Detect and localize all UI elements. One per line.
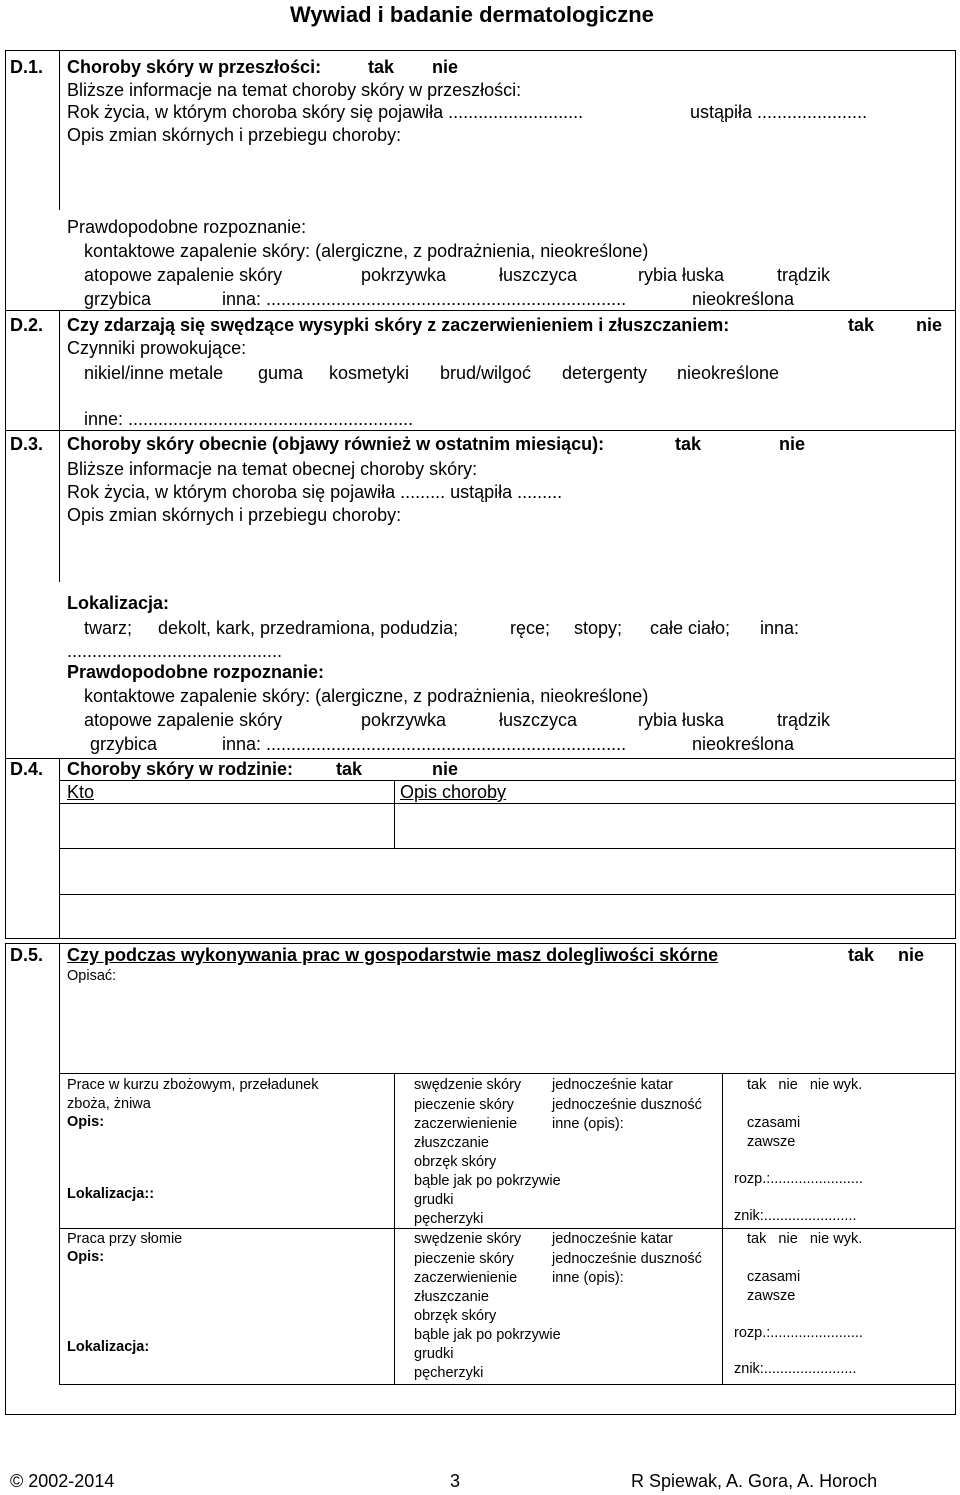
d3-location-label: Lokalizacja:: [67, 593, 170, 613]
d1-question: Choroby skóry w przeszłości:: [67, 57, 322, 77]
d1-mycosis-option[interactable]: grzybica: [84, 289, 152, 309]
work-row1-symptom[interactable]: pęcherzyki: [414, 1211, 484, 1227]
work-row2-sometimes[interactable]: czasami: [747, 1269, 801, 1285]
work-table-col-2: [722, 1073, 723, 1384]
footer-copyright: © 2002-2014: [10, 1471, 115, 1491]
work-row1-also[interactable]: jednocześnie katar: [552, 1077, 673, 1093]
d1-number: D.1.: [10, 57, 44, 77]
frame-top: [5, 50, 956, 51]
work-row2-title: Praca przy słomie: [67, 1231, 183, 1247]
footer-page-number: 3: [450, 1471, 461, 1491]
d3-neck-option[interactable]: dekolt, kark, przedramiona, podudzia;: [158, 618, 459, 638]
work-row1-also[interactable]: inne (opis):: [552, 1116, 624, 1132]
num-col-divider: [59, 50, 60, 210]
d1-details: Bliższe informacje na temat choroby skóry w przeszłości:: [67, 80, 522, 100]
page-title: Wywiad i badanie dermatologiczne: [290, 2, 654, 27]
work-row2-always[interactable]: zawsze: [747, 1288, 796, 1304]
work-row1-start[interactable]: rozp.:.......................: [734, 1171, 863, 1187]
d3-face-option[interactable]: twarz;: [84, 618, 133, 638]
d1-yes-option[interactable]: tak: [368, 57, 395, 77]
work-row1-answers[interactable]: tak nie nie wyk.: [747, 1077, 863, 1093]
d1-contact-option[interactable]: kontaktowe zapalenie skóry: (alergiczne, z podrażnienia, nieokreślone): [84, 241, 649, 261]
work-row2-symptom[interactable]: pęcherzyki: [414, 1365, 484, 1381]
d3-psoriasis-option[interactable]: łuszczyca: [499, 710, 578, 730]
frame-right: [955, 50, 956, 939]
d3-description-label: Opis zmian skórnych i przebiegu choroby:: [67, 505, 402, 525]
work-row2-location: Lokalizacja:: [67, 1339, 150, 1355]
d3-body-option[interactable]: całe ciało;: [650, 618, 731, 638]
d3-diagnosis-label: Prawdopodobne rozpoznanie:: [67, 662, 324, 682]
d3-hands-option[interactable]: ręce;: [510, 618, 551, 638]
d5-frame-left: [5, 943, 6, 1415]
work-table-col-1: [394, 1073, 395, 1384]
work-row1-title: Prace w kurzu zbożowym, przeładunek: [67, 1077, 319, 1093]
family-who-cell[interactable]: [62, 806, 392, 846]
frame-bottom: [5, 938, 956, 939]
work-row2-also[interactable]: jednocześnie duszność: [552, 1251, 702, 1267]
work-row2-also[interactable]: inne (opis):: [552, 1270, 624, 1286]
d4-number: D.4.: [10, 759, 44, 779]
num-col-divider-5: [59, 943, 60, 1073]
d5-describe-label: Opisać:: [67, 968, 117, 984]
work-row2-also[interactable]: jednocześnie katar: [552, 1231, 673, 1247]
d5-number: D.5.: [10, 945, 44, 965]
d2-no-option[interactable]: nie: [916, 315, 943, 335]
d1-unspecified-option[interactable]: nieokreślona: [692, 289, 795, 309]
d1-atopic-option[interactable]: atopowe zapalenie skóry: [84, 265, 283, 285]
d5-frame-right: [955, 943, 956, 1415]
work-row2-symptom[interactable]: grudki: [414, 1346, 454, 1362]
family-table-row-2: [59, 894, 955, 895]
d1-no-option[interactable]: nie: [432, 57, 459, 77]
d4-no-option[interactable]: nie: [432, 759, 459, 779]
family-table-col-divider: [394, 780, 395, 848]
d1-year-field[interactable]: Rok życia, w którym choroba skóry się pojawiła ...........................: [67, 102, 584, 122]
work-row2-symptom[interactable]: bąble jak po pokrzywie: [414, 1327, 561, 1343]
d2-factors-label: Czynniki prowokujące:: [67, 338, 247, 358]
d2-yes-option[interactable]: tak: [848, 315, 875, 335]
d3-location-dots[interactable]: ...........................................: [67, 641, 283, 661]
family-col-who: Kto: [67, 782, 95, 802]
d2-nickel-option[interactable]: nikiel/inne metale: [84, 363, 224, 383]
d1-resolved-field[interactable]: ustąpiła ......................: [690, 102, 868, 122]
d3-no-option[interactable]: nie: [779, 434, 806, 454]
family-col-description: Opis choroby: [400, 782, 507, 802]
d3-unspecified-option[interactable]: nieokreślona: [692, 734, 795, 754]
work-table-mid: [59, 1228, 955, 1229]
work-row2-symptom[interactable]: pieczenie skóry: [414, 1251, 514, 1267]
work-row1-location: Lokalizacja::: [67, 1186, 155, 1202]
work-row1-also[interactable]: jednocześnie duszność: [552, 1097, 702, 1113]
work-row2-start[interactable]: rozp.:.......................: [734, 1325, 863, 1341]
family-table-header-bottom: [59, 803, 955, 804]
d3-contact-option[interactable]: kontaktowe zapalenie skóry: (alergiczne, z podrażnienia, nieokreślone): [84, 686, 649, 706]
work-row1-symptom[interactable]: bąble jak po pokrzywie: [414, 1173, 561, 1189]
work-row1-symptom[interactable]: obrzęk skóry: [414, 1154, 497, 1170]
d2-dirt-option[interactable]: brud/wilgoć: [440, 363, 532, 383]
work-row1-symptom[interactable]: złuszczanie: [414, 1135, 489, 1151]
d3-acne-option[interactable]: trądzik: [777, 710, 831, 730]
num-col-divider-2: [59, 310, 60, 430]
work-table-bottom: [59, 1384, 955, 1385]
d3-separator: [5, 430, 956, 431]
footer-authors: R Spiewak, A. Gora, A. Horoch: [631, 1471, 878, 1491]
d2-detergents-option[interactable]: detergenty: [562, 363, 648, 383]
d1-ichthyosis-option[interactable]: rybia łuska: [638, 265, 725, 285]
d5-yes-option[interactable]: tak: [848, 945, 875, 965]
work-row2-symptom[interactable]: obrzęk skóry: [414, 1308, 497, 1324]
work-table-left: [59, 1073, 60, 1384]
work-row2-opis: Opis:: [67, 1249, 105, 1265]
d3-feet-option[interactable]: stopy;: [574, 618, 623, 638]
d3-yes-option[interactable]: tak: [675, 434, 702, 454]
d3-other-field[interactable]: inna: ........................................................................: [222, 734, 627, 754]
d5-no-option[interactable]: nie: [898, 945, 925, 965]
d3-year-field[interactable]: Rok życia, w którym choroba się pojawiła ......... ustąpiła .........: [67, 482, 563, 502]
d5-frame-bottom: [5, 1414, 956, 1415]
work-row1-opis: Opis:: [67, 1114, 105, 1130]
work-row2-symptom[interactable]: swędzenie skóry: [414, 1231, 522, 1247]
d4-yes-option[interactable]: tak: [336, 759, 363, 779]
d1-description-label: Opis zmian skórnych i przebiegu choroby:: [67, 125, 402, 145]
d1-urticaria-option[interactable]: pokrzywka: [361, 265, 447, 285]
frame-left: [5, 50, 6, 939]
d3-other-location[interactable]: inna:: [760, 618, 800, 638]
num-col-divider-3: [59, 430, 60, 582]
work-row1-sometimes[interactable]: czasami: [747, 1115, 801, 1131]
family-description-cell[interactable]: [397, 806, 953, 846]
d2-cosmetics-option[interactable]: kosmetyki: [329, 363, 410, 383]
d3-urticaria-option[interactable]: pokrzywka: [361, 710, 447, 730]
work-row2-symptom[interactable]: zaczerwienienie: [414, 1270, 518, 1286]
d5-question: Czy podczas wykonywania prac w gospodarstwie masz dolegliwości skórne: [67, 945, 719, 965]
work-row1-symptom[interactable]: pieczenie skóry: [414, 1097, 514, 1113]
work-row2-symptom[interactable]: złuszczanie: [414, 1289, 489, 1305]
work-row2-end[interactable]: znik:.......................: [734, 1361, 857, 1377]
d3-atopic-option[interactable]: atopowe zapalenie skóry: [84, 710, 283, 730]
family-table-top: [59, 780, 955, 781]
d1-diagnosis-label: Prawdopodobne rozpoznanie:: [67, 217, 307, 237]
work-row1-symptom[interactable]: swędzenie skóry: [414, 1077, 522, 1093]
work-row1-end[interactable]: znik:.......................: [734, 1208, 857, 1224]
work-row1-symptom[interactable]: grudki: [414, 1192, 454, 1208]
work-row1-symptom[interactable]: zaczerwienienie: [414, 1116, 518, 1132]
d2-separator: [5, 310, 956, 311]
d3-number: D.3.: [10, 434, 44, 454]
d1-other-field[interactable]: inna: ........................................................................: [222, 289, 627, 309]
work-row1-title-2: zboża, żniwa: [67, 1096, 151, 1112]
d2-number: D.2.: [10, 315, 44, 335]
d1-acne-option[interactable]: trądzik: [777, 265, 831, 285]
d2-unspecified-option[interactable]: nieokreślone: [677, 363, 780, 383]
d3-ichthyosis-option[interactable]: rybia łuska: [638, 710, 725, 730]
work-row2-answers[interactable]: tak nie nie wyk.: [747, 1231, 863, 1247]
work-row1-always[interactable]: zawsze: [747, 1134, 796, 1150]
d3-mycosis-option[interactable]: grzybica: [90, 734, 158, 754]
d2-question: Czy zdarzają się swędzące wysypki skóry z zaczerwienieniem i złuszczaniem:: [67, 315, 730, 335]
d3-details: Bliższe informacje na temat obecnej choroby skóry:: [67, 459, 478, 479]
work-table-top: [59, 1073, 955, 1074]
family-table-row-1: [59, 848, 955, 849]
d1-psoriasis-option[interactable]: łuszczyca: [499, 265, 578, 285]
d4-question: Choroby skóry w rodzinie:: [67, 759, 294, 779]
d3-question: Choroby skóry obecnie (objawy również w ostatnim miesiącu):: [67, 434, 605, 454]
d2-rubber-option[interactable]: guma: [258, 363, 304, 383]
d2-other-field[interactable]: inne: .........................................................: [84, 409, 414, 429]
